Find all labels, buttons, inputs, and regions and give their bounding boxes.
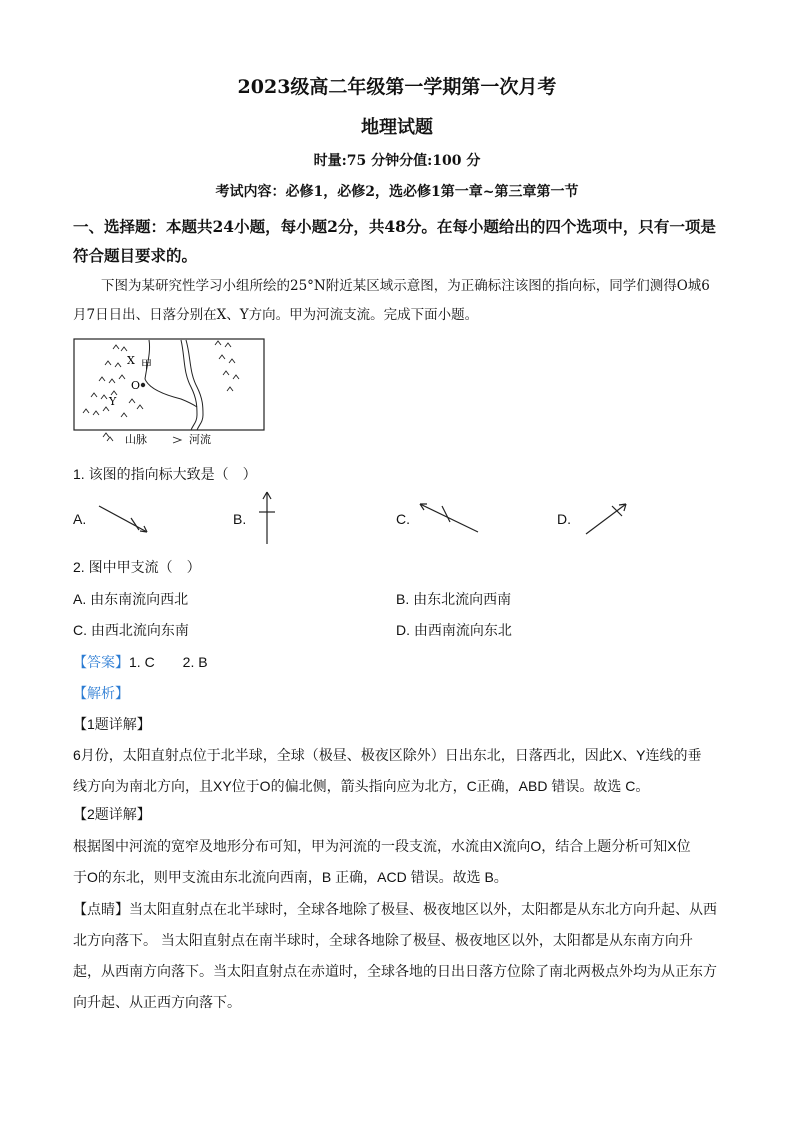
answer-tag: 【答案】 bbox=[73, 654, 129, 670]
answer-text: 1. C 2. B bbox=[129, 654, 208, 670]
q1-option-b-label: B. bbox=[233, 511, 247, 527]
q1-option-c-label: C. bbox=[396, 511, 410, 527]
q2-option-a: A. 由东南流向西北 bbox=[73, 591, 189, 607]
q2-option-d: D. 由西南流向东北 bbox=[396, 622, 512, 638]
q1-option-d-compass-icon bbox=[582, 500, 632, 538]
analysis-tag: 【解析】 bbox=[73, 685, 129, 701]
exam-time-score: 时量:75 分钟分值:100 分 bbox=[313, 153, 481, 169]
tip-line-1 bbox=[73, 894, 723, 925]
q2-option-b: B. 由东北流向西南 bbox=[396, 591, 512, 607]
exam-scope: 考试内容：必修1，必修2，选必修1第一章~第三章第一节 bbox=[215, 184, 579, 200]
tip-text bbox=[73, 894, 723, 1018]
detail-1-line-2: 线方向为南北方向，且XY位于O的偏北侧，箭头指向应为北方，C正确，ABD 错误。故选 C。 bbox=[73, 778, 650, 794]
question-2-stem: 2. 图中甲支流（ ） bbox=[73, 559, 201, 575]
q1-option-a-compass-icon bbox=[95, 500, 155, 538]
tip-tag: 【点睛】 bbox=[73, 901, 129, 917]
answer-line bbox=[73, 652, 208, 672]
map-label-y: Y bbox=[109, 395, 117, 408]
region-map-figure bbox=[73, 337, 268, 452]
q1-option-b-compass-icon bbox=[255, 488, 279, 546]
tip-line-3: 起，从西南方向落下。当太阳直射点在赤道时，全球各地的日出日落方位除了南北两极点外均为从正东方 bbox=[73, 963, 717, 979]
detail-2-text bbox=[73, 831, 723, 893]
legend-mountain-label: 山脉 bbox=[125, 433, 147, 446]
map-frame bbox=[74, 339, 264, 430]
detail-2-tag: 【2题详解】 bbox=[73, 806, 151, 822]
map-label-x: X bbox=[127, 354, 135, 367]
detail-1-tag: 【1题详解】 bbox=[73, 716, 151, 732]
page-subtitle: 地理试题 bbox=[361, 117, 433, 138]
q1-option-a-label: A. bbox=[73, 511, 87, 527]
mountain-range-east bbox=[215, 341, 239, 391]
tip-line-2: 北方向落下。 当太阳直射点在南半球时，全球各地除了极昼、极夜地区以外，太阳都是从东南方向升 bbox=[73, 932, 693, 948]
detail-1-line-1: 6月份，太阳直射点位于北半球，全球（极昼、极夜区除外）日出东北，日落西北，因此X、Y连线的垂 bbox=[73, 747, 702, 763]
tributary-jia bbox=[145, 340, 197, 407]
legend-mountain-icon bbox=[103, 433, 113, 441]
city-o-marker bbox=[141, 383, 145, 387]
legend-river-label: 河流 bbox=[189, 433, 211, 446]
detail-1-text bbox=[73, 740, 723, 802]
section-heading: 一、选择题：本题共24小题，每小题2分，共48分。在每小题给出的四个选项中，只有一项是符合题目要求的。 bbox=[73, 217, 716, 265]
q1-option-c-compass-icon bbox=[416, 500, 482, 536]
detail-2-line-2: 于O的东北，则甲支流由东北流向西南，B 正确，ACD 错误。故选 B。 bbox=[73, 869, 508, 885]
map-label-jia: 甲 bbox=[141, 358, 152, 371]
question-intro: 下图为某研究性学习小组所绘的25°N附近某区域示意图，为正确标注该图的指向标，同学们测得O城6月7日日出、日落分别在X、Y方向。甲为河流支流。完成下面小题。 bbox=[73, 278, 710, 323]
page-title: 2023级高二年级第一学期第一次月考 bbox=[237, 76, 557, 98]
detail-2-line-1: 根据图中河流的宽窄及地形分布可知，甲为河流的一段支流，水流由X流向O，结合上题分析可知X位 bbox=[73, 838, 691, 854]
analysis-line bbox=[73, 683, 129, 703]
question-1-stem: 1. 该图的指向标大致是（ ） bbox=[73, 466, 257, 482]
map-label-o: O bbox=[131, 379, 141, 392]
tip-line-1-text: 当太阳直射点在北半球时，全球各地除了极昼、极夜地区以外，太阳都是从东北方向升起、从西 bbox=[129, 901, 717, 917]
main-river-right-bank bbox=[186, 340, 203, 430]
q1-option-d-label: D. bbox=[557, 511, 571, 527]
legend-river-icon bbox=[173, 437, 181, 443]
q2-option-c: C. 由西北流向东南 bbox=[73, 622, 189, 638]
tip-line-4: 向升起、从正西方向落下。 bbox=[73, 994, 241, 1010]
